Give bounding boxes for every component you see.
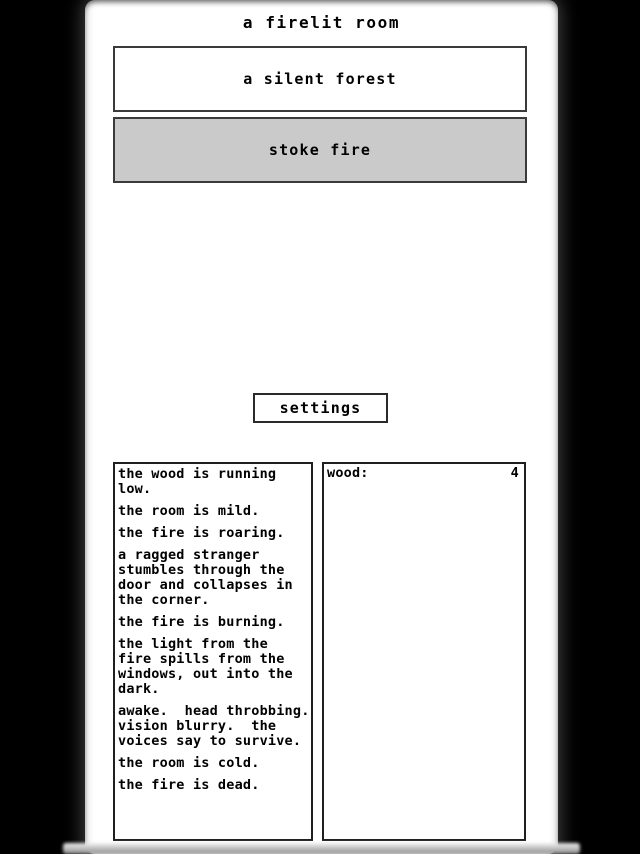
log-line: door and collapses in (118, 577, 293, 593)
log-entry (118, 704, 309, 749)
log-entry (118, 756, 309, 771)
log-line: the wood is running (118, 466, 277, 482)
log-line: vision blurry. the (118, 718, 277, 734)
resources-panel (322, 462, 526, 841)
log-line: fire spills from the (118, 651, 285, 667)
log-entry (118, 526, 309, 541)
log-line: awake. head throbbing. (118, 703, 310, 719)
game-screen (85, 0, 558, 854)
stoke-fire-button[interactable]: stoke fire (113, 117, 527, 183)
log-entry (118, 467, 309, 497)
log-line: dark. (118, 681, 160, 697)
log-line: the fire is burning. (118, 614, 285, 630)
log-line: a ragged stranger (118, 547, 260, 563)
resource-value: 4 (510, 465, 519, 481)
settings-button[interactable]: settings (253, 393, 388, 423)
resource-name: wood: (327, 465, 369, 481)
log-entry (118, 778, 309, 793)
log-line: the fire is dead. (118, 777, 260, 793)
log-line: stumbles through the (118, 562, 285, 578)
silent-forest-button[interactable]: a silent forest (113, 46, 527, 112)
log-line: low. (118, 481, 152, 497)
log-line: voices say to survive. (118, 733, 302, 749)
log-entry (118, 615, 309, 630)
log-entry (118, 637, 309, 697)
log-line: the room is cold. (118, 755, 260, 771)
log-entry (118, 548, 309, 608)
log-line: the room is mild. (118, 503, 260, 519)
event-log-panel[interactable] (113, 462, 313, 841)
bottom-bar (63, 843, 580, 854)
location-title: a firelit room (242, 13, 401, 32)
log-entry (118, 504, 309, 519)
log-line: the light from the (118, 636, 268, 652)
resource-row (327, 466, 519, 481)
log-line: the fire is roaring. (118, 525, 285, 541)
log-line: windows, out into the (118, 666, 293, 682)
log-line: the corner. (118, 592, 210, 608)
